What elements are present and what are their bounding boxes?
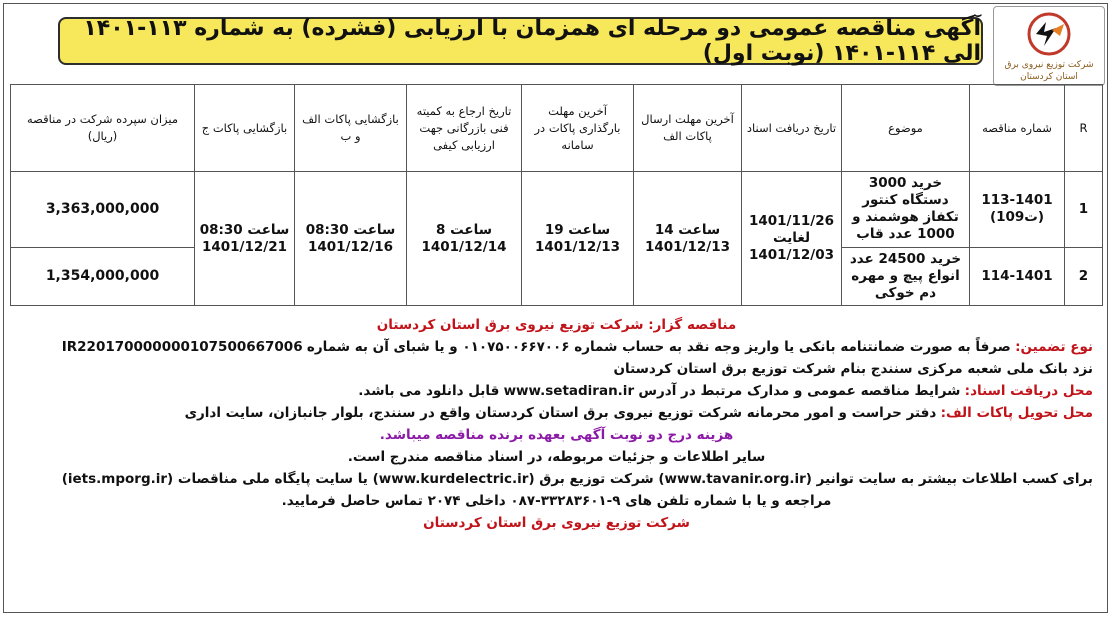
cost-line: هزینه درج دو نوبت آگهی بعهده برنده مناقصه میباشد.	[379, 427, 734, 443]
header-deadline-a: آخرین مهلت ارسال پاکات الف	[634, 85, 742, 172]
open-ab-date: 1401/12/16	[307, 238, 393, 255]
row-number: 114-1401	[970, 247, 1065, 305]
docs-line	[20, 380, 1093, 402]
row-subject: خرید 24500 عدد انواع پیچ و مهره دم خوکی	[842, 247, 970, 305]
logo-text-2: استان کردستان	[1020, 72, 1078, 82]
notes-section	[20, 314, 1093, 534]
phone-line: مراجعه و یا با شماره تلفن های ۹-۳۳۲۸۳۶۰۱-۰۸۷ داخلی ۲۰۷۴ تماس حاصل فرمایید.	[281, 493, 832, 509]
referral-time: ساعت 8	[436, 221, 492, 238]
iets-link[interactable]: iets.mporg.ir	[67, 471, 168, 487]
header-number: شماره مناقصه	[970, 85, 1065, 172]
info-text-4: )	[61, 471, 68, 487]
delivery-label: محل تحویل پاکات الف:	[940, 405, 1093, 421]
row-r: 2	[1065, 247, 1103, 305]
page-title: آگهی مناقصه عمومی دو مرحله ای همزمان با ارزیابی (فشرده) به شماره ۱۱۳-۱۴۰۱ الی ۱۱۴-۱۴۰۱ (نوبت اول)	[83, 16, 981, 66]
open-c-cell	[195, 172, 295, 306]
upload-time: ساعت 19	[544, 221, 611, 238]
open-c-date: 1401/12/21	[201, 238, 287, 255]
header-subject: موضوع	[842, 85, 970, 172]
header-deposit: میزان سپرده شرکت در مناقصه (ریال)	[11, 85, 195, 172]
title-banner	[58, 17, 983, 65]
receive-dates: 1401/11/26 لغایت 1401/12/03	[742, 172, 842, 306]
logo-text-1: شرکت توزیع نیروی برق	[1004, 60, 1094, 70]
delivery-text: دفتر حراست و امور محرمانه شرکت توزیع نیروی برق استان کردستان واقع در سنندج، بلوار جانبازان، سایت اداری	[184, 405, 937, 421]
row-subject: خرید 3000 دستگاه کنتور تکفاز هوشمند و 1000 عدد قاب	[842, 172, 970, 248]
upload-cell	[522, 172, 634, 306]
guarantee-label: نوع تضمین:	[1015, 339, 1093, 355]
sheba-number: IR220170000000107500667006	[61, 339, 303, 355]
referral-date: 1401/12/14	[421, 238, 507, 255]
docs-text-2: قابل دانلود می باشد.	[358, 383, 500, 399]
table-header-row	[11, 85, 1103, 172]
open-ab-cell	[295, 172, 407, 306]
docs-label: محل دریافت اسناد:	[964, 383, 1093, 399]
deadline-a-date: 1401/12/13	[644, 238, 730, 255]
guarantee-text: صرفاً به صورت ضمانتنامه بانکی یا واریز وجه نقد به حساب شماره ۰۱۰۷۵۰۰۶۶۷۰۰۶ و یا شبای آن به شماره	[306, 339, 1011, 355]
open-c-time: ساعت 08:30	[199, 221, 290, 238]
lightning-logo-icon	[1022, 10, 1076, 58]
header-r: R	[1065, 85, 1103, 172]
header-open-c: بازگشایی پاکات ج	[195, 85, 295, 172]
info-text-1: برای کسب اطلاعات بیشتر به سایت توانیر (	[805, 471, 1093, 487]
open-ab-time: ساعت 08:30	[305, 221, 396, 238]
row-deposit: 3,363,000,000	[11, 172, 195, 248]
organizer-line: مناقصه گزار: شرکت توزیع نیروی برق استان کردستان	[376, 317, 737, 333]
header-deadline-upload: آخرین مهلت بارگذاری پاکات در سامانه	[522, 85, 634, 172]
kurdelectric-link[interactable]: www.kurdelectric.ir	[378, 471, 529, 487]
tender-table	[10, 84, 1103, 306]
row-deposit: 1,354,000,000	[11, 247, 195, 305]
info-line	[20, 468, 1093, 490]
docs-url-link[interactable]: www.setadiran.ir	[503, 383, 635, 399]
referral-cell	[407, 172, 522, 306]
info-text-3: ) یا سایت پایگاه ملی مناقصات (	[167, 471, 379, 487]
deadline-a-cell	[634, 172, 742, 306]
guarantee-line	[20, 336, 1093, 358]
other-info-line: سایر اطلاعات و جزئیات مربوطه، در اسناد مناقصه مندرج است.	[347, 449, 766, 465]
table-row	[11, 172, 1103, 248]
header-open-ab: بازگشایی پاکات الف و ب	[295, 85, 407, 172]
docs-text: شرایط مناقصه عمومی و مدارک مرتبط در آدرس	[638, 383, 961, 399]
header-referral: تاریخ ارجاع به کمیته فنی بازرگانی جهت ارزیابی کیفی	[407, 85, 522, 172]
signature-line: شرکت توزیع نیروی برق استان کردستان	[423, 515, 690, 531]
guarantee-line-2: نزد بانک ملی شعبه مرکزی سنندج بنام شرکت توزیع برق استان کردستان	[613, 361, 1093, 377]
upload-date: 1401/12/13	[534, 238, 620, 255]
deadline-a-time: ساعت 14	[654, 221, 721, 238]
delivery-line	[20, 402, 1093, 424]
tavanir-link[interactable]: www.tavanir.org.ir	[664, 471, 806, 487]
info-text-2: ) شرکت توزیع برق (	[528, 471, 665, 487]
row-r: 1	[1065, 172, 1103, 248]
company-logo	[993, 6, 1105, 86]
row-number: 113-1401 (ت109)	[970, 172, 1065, 248]
header-receive: تاریخ دریافت اسناد	[742, 85, 842, 172]
